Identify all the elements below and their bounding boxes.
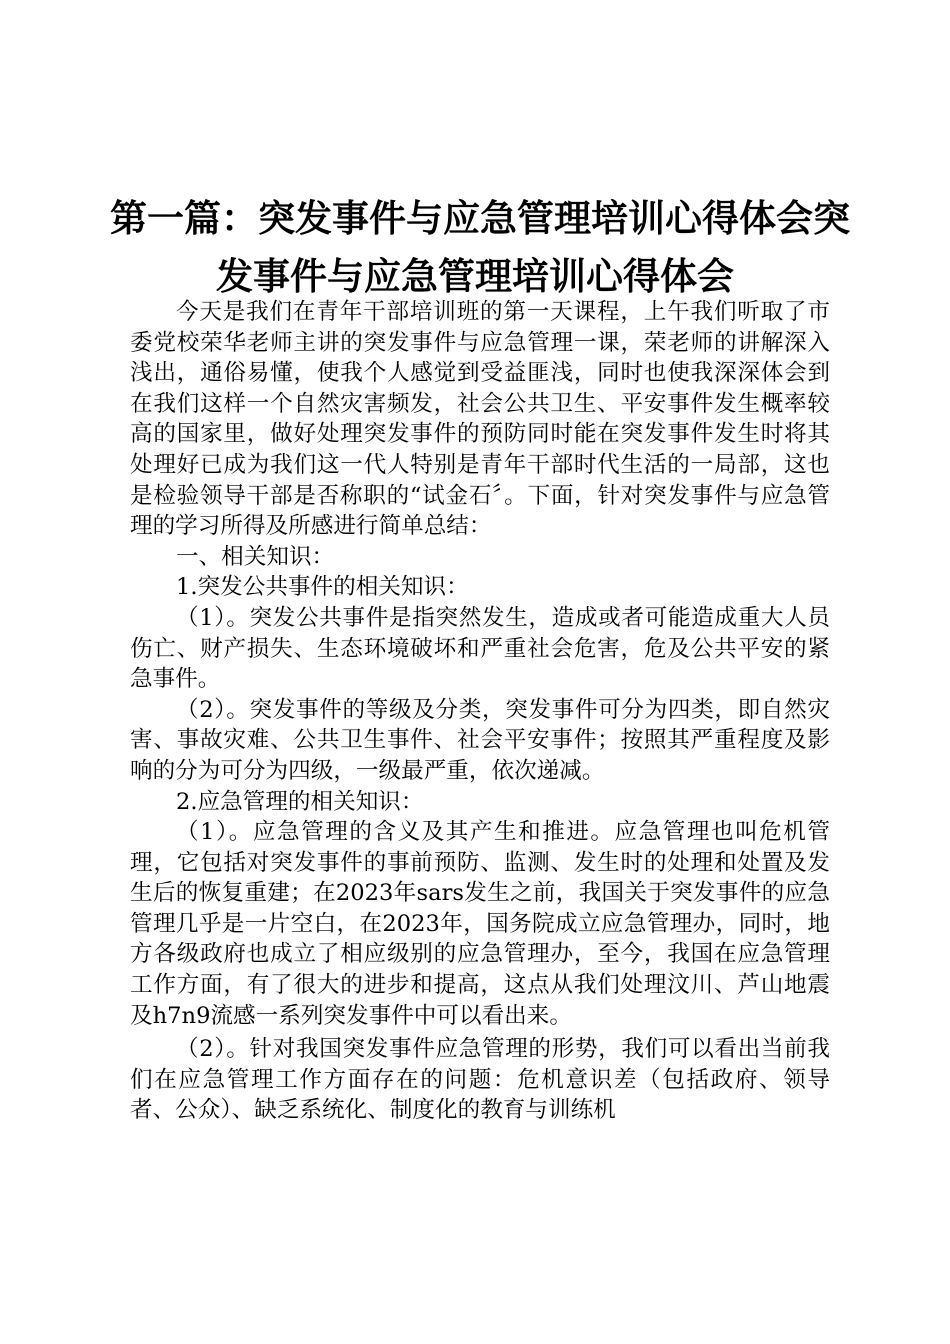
paragraph-emergency-classification: （2）。突发事件的等级及分类，突发事件可分为四类，即自然灾害、事故灾难、公共卫生事件、社会平安事件；按照其严重程度及影响的分为可分为四级，一级最严重，依次递减。 (130, 696, 830, 784)
document-title-line-2: 发事件与应急管理培训心得体会 (216, 254, 734, 298)
paragraph-emergency-management-problems: （2）。针对我国突发事件应急管理的形势，我们可以看出当前我们在应急管理工作方面存在的问题：危机意识差（包括政府、领导者、公众）、缺乏系统化、制度化的教育与训练机 (130, 1036, 830, 1124)
subheading-public-emergency: 1.突发公共事件的相关知识： (176, 574, 469, 601)
paragraph-intro: 今天是我们在青年干部培训班的第一天课程，上午我们听取了市委党校荣华老师主讲的突发事件与应急管理一课，荣老师的讲解深入浅出，通俗易懂，使我个人感觉到受益匪浅，同时也使我深深体会到在我们这样一个自然灾害频发，社会公共卫生、平安事件发生概率较高的国家里，做好处理突发事件的预防同时能在突发事件发生时将其处理好已成为我们这一代人特别是青年干部时代生活的一局部，这也是检验领导干部是否称职的“试金石〞。下面，针对突发事件与应急管理的学习所得及所感进行简单总结： (130, 299, 830, 540)
document-body (130, 297, 830, 1126)
subheading-emergency-management: 2.应急管理的相关知识： (176, 788, 424, 815)
paragraph-public-emergency-definition: （1）。突发公共事件是指突然发生，造成或者可能造成重大人员伤亡、财产损失、生态环境破坏和严重社会危害，危及公共平安的紧急事件。 (130, 604, 830, 693)
paragraph-emergency-management-meaning: （1）。应急管理的含义及其产生和推进。应急管理也叫危机管理，它包括对突发事件的事前预防、监测、发生时的处理和处置及发生后的恢复重建；在2023年sars发生之前，我国关于突发事件的应急管理几乎是一片空白，在2023年，国务院成立应急管理办，同时，地方各级政府也成立了相应级别的应急管理办，至今，我国在应急管理工作方面，有了很大的进步和提高，这点从我们处理汶川、芦山地震及h7n9流感一系列突发事件中可以看出来。 (130, 819, 830, 1029)
document-title-line-1: 第一篇：突发事件与应急管理培训心得体会突 (110, 196, 850, 240)
section-heading-related-knowledge: 一、相关知识： (176, 543, 335, 570)
